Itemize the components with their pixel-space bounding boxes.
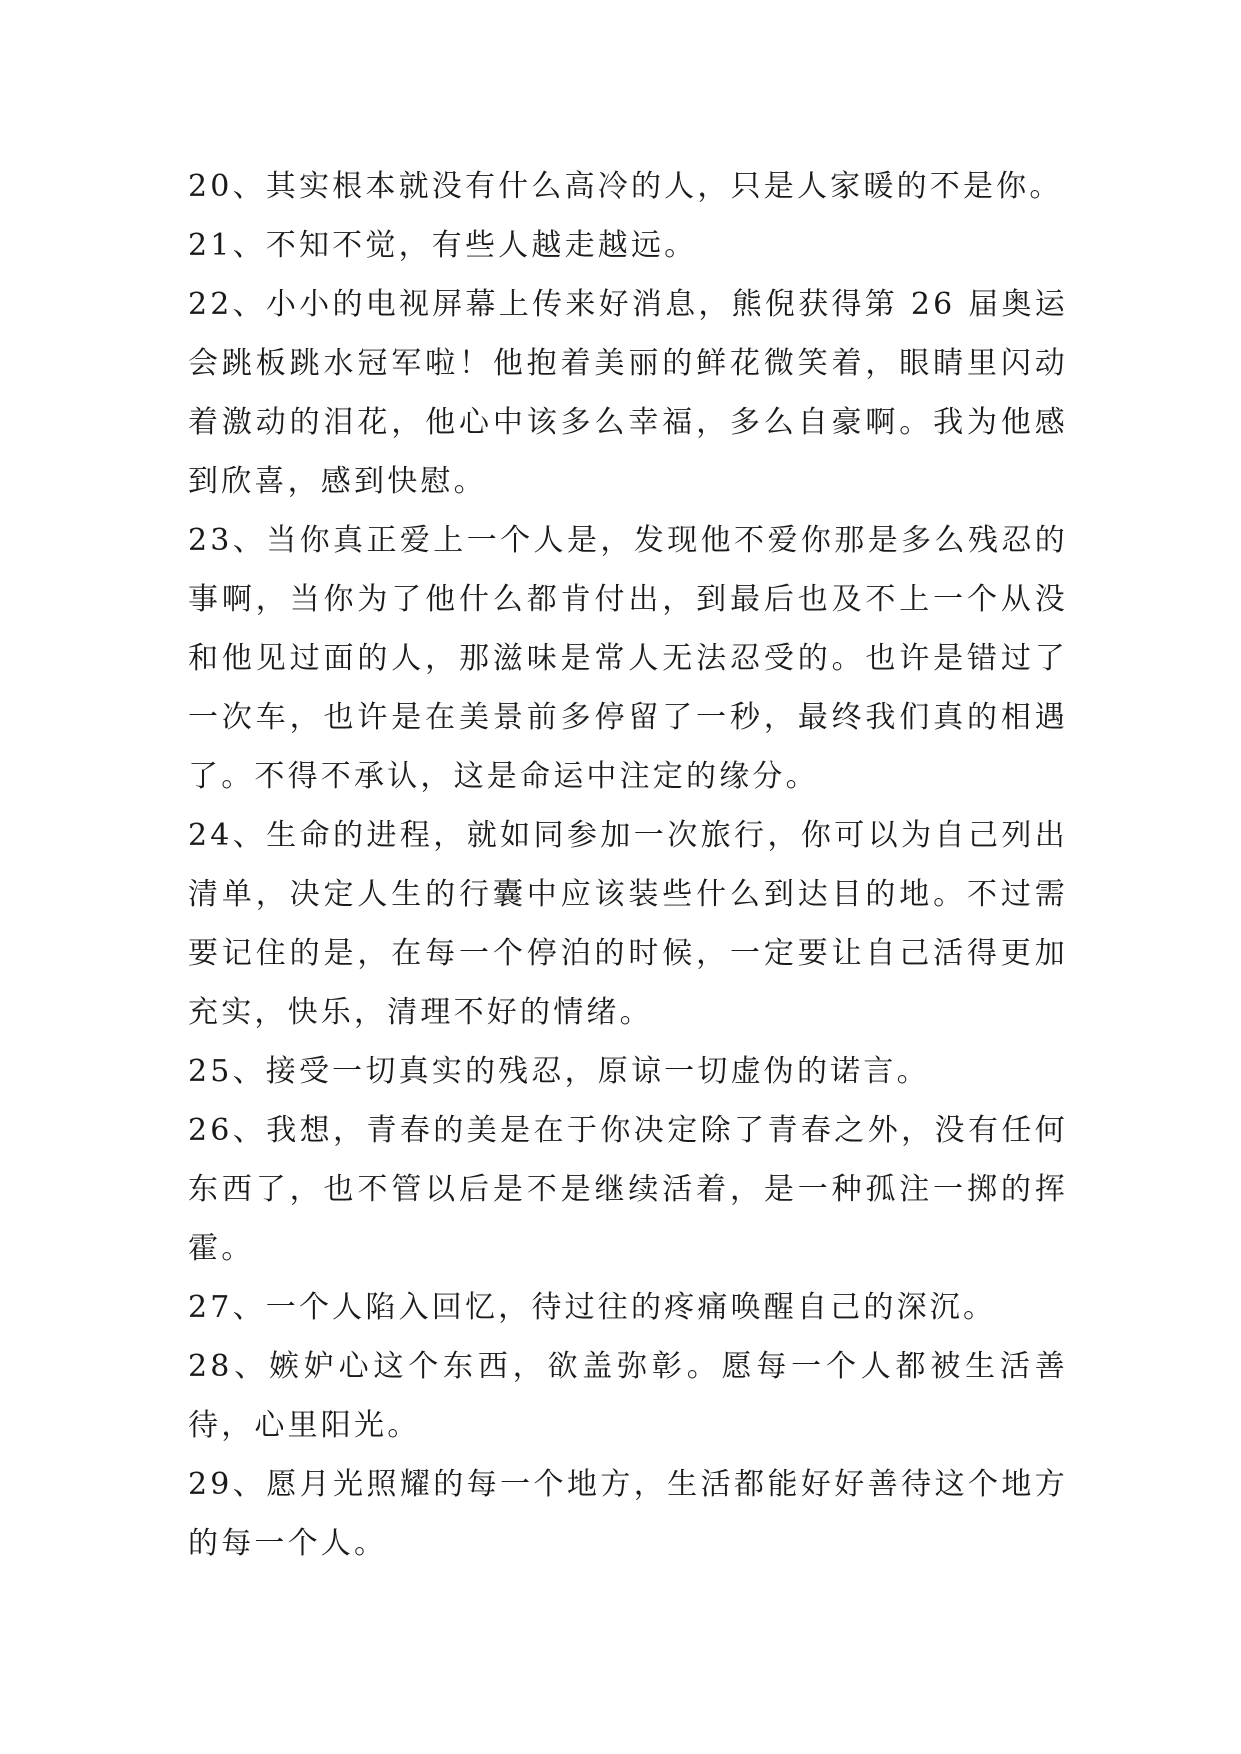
document-body: [188, 157, 1068, 1573]
list-item: 25、接受一切真实的残忍，原谅一切虚伪的诺言。: [188, 1054, 930, 1089]
list-item: 29、愿月光照耀的每一个地方，生活都能好好善待这个地方的每一个人。: [188, 1467, 1068, 1561]
list-item: 23、当你真正爱上一个人是，发现他不爱你那是多么残忍的事啊，当你为了他什么都肯付出，到最后也及不上一个从没和他见过面的人，那滋味是常人无法忍受的。也许是错过了一次车，也许是在美景前多停留了一秒，最终我们真的相遇了。不得不承认，这是命运中注定的缘分。: [188, 523, 1068, 794]
list-item: 27、一个人陷入回忆，待过往的疼痛唤醒自己的深沉。: [188, 1290, 997, 1325]
list-item: 20、其实根本就没有什么高冷的人，只是人家暖的不是你。: [188, 169, 1063, 204]
list-item: 24、生命的进程，就如同参加一次旅行，你可以为自己列出清单，决定人生的行囊中应该装些什么到达目的地。不过需要记住的是，在每一个停泊的时候，一定要让自己活得更加充实，快乐，清理不好的情绪。: [188, 818, 1068, 1030]
list-item: 28、嫉妒心这个东西，欲盖弥彰。愿每一个人都被生活善待，心里阳光。: [188, 1349, 1068, 1443]
list-item: 26、我想，青春的美是在于你决定除了青春之外，没有任何东西了，也不管以后是不是继续活着，是一种孤注一掷的挥霍。: [188, 1113, 1068, 1266]
list-item: 22、小小的电视屏幕上传来好消息，熊倪获得第 26 届奥运会跳板跳水冠军啦！他抱着美丽的鲜花微笑着，眼睛里闪动着激动的泪花，他心中该多么幸福，多么自豪啊。我为他感到欣喜，感到快慰。: [188, 287, 1068, 499]
list-item: 21、不知不觉，有些人越走越远。: [188, 228, 698, 263]
